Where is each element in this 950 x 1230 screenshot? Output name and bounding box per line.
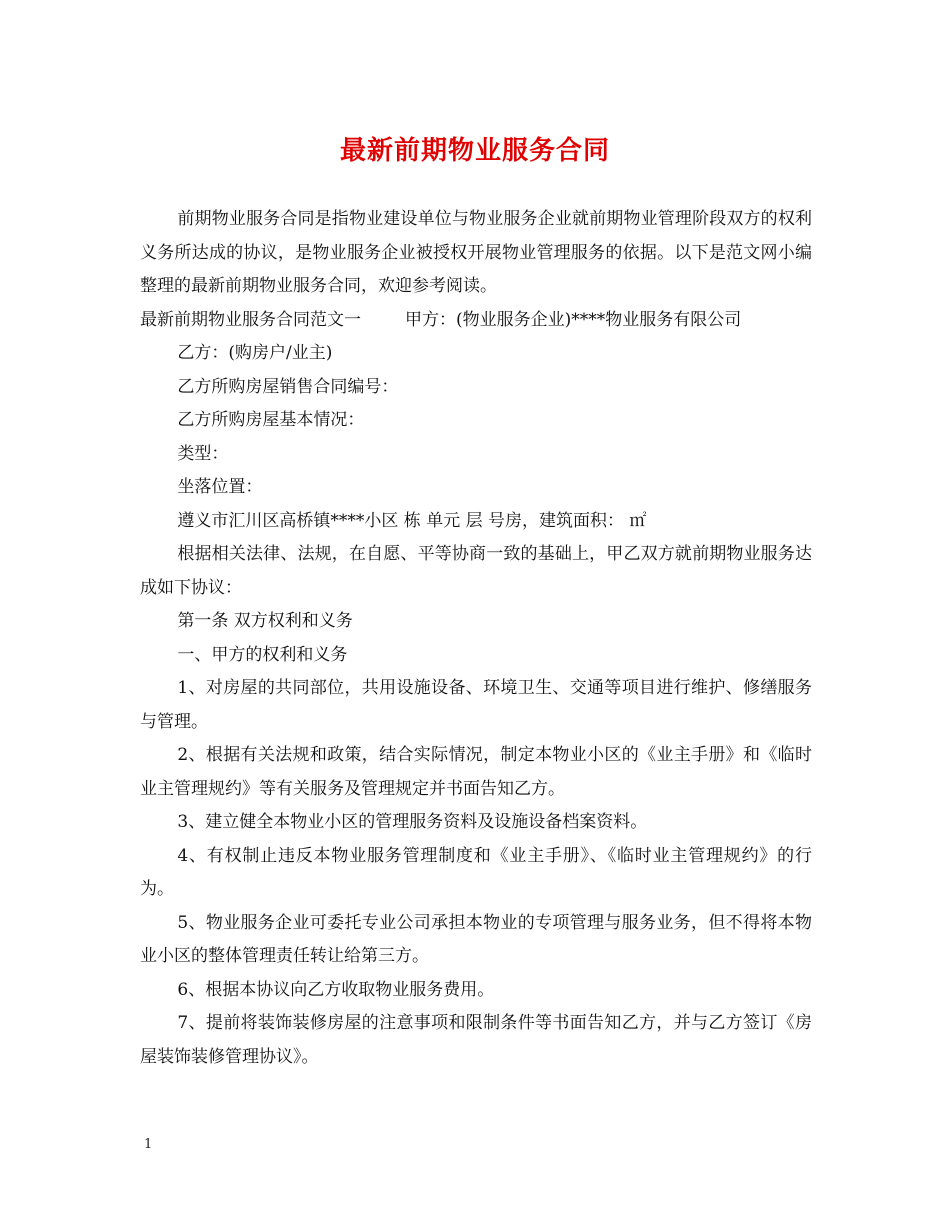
list-item: 6、根据本协议向乙方收取物业服务费用。 xyxy=(177,979,495,1000)
intro-paragraph: 前期物业服务合同是指物业建设单位与物业服务企业就前期物业管理阶段双方的权利义务所达成的协议，是物业服务企业被授权开展物业管理服务的依据。以下是范文网小编整理的最新前期物业服务合同，欢迎参考阅读。 xyxy=(140,209,812,296)
section-heading: 一、甲方的权利和义务 xyxy=(177,644,348,665)
basis-paragraph: 根据相关法律、法规，在自愿、平等协商一致的基础上，甲乙双方就前期物业服务达成如下协议： xyxy=(140,544,812,598)
list-item: 1、对房屋的共同部位，共用设施设备、环境卫生、交通等项目进行维护、修缮服务与管理。 xyxy=(140,678,812,732)
sample-heading: 最新前期物业服务合同范文一 xyxy=(140,309,361,330)
article-heading: 第一条 双方权利和义务 xyxy=(177,611,353,631)
location-label: 坐落位置： xyxy=(177,477,263,497)
list-item: 2、根据有关法规和政策，结合实际情况，制定本物业小区的《业主手册》和《临时业主管理规约》等有关服务及管理规定并书面告知乙方。 xyxy=(140,745,812,799)
house-basic-label: 乙方所购房屋基本情况： xyxy=(177,410,365,430)
address-line: 遵义市汇川区高桥镇****小区 栋 单元 层 号房，建筑面积： ㎡ xyxy=(177,510,647,531)
list-item: 4、有权制止违反本物业服务管理制度和《业主手册》、《临时业主管理规约》的行为。 xyxy=(140,845,812,899)
party-b: 乙方：(购房户/业主) xyxy=(177,343,333,363)
contract-number-label: 乙方所购房屋销售合同编号： xyxy=(177,376,399,397)
document-title: 最新前期物业服务合同 xyxy=(339,136,610,166)
list-item: 7、提前将装饰装修房屋的注意事项和限制条件等书面告知乙方，并与乙方签订《房屋装饰装修管理协议》。 xyxy=(140,1013,812,1067)
type-label: 类型： xyxy=(177,443,229,464)
sample-heading-line xyxy=(140,304,812,338)
page-number: 1 xyxy=(144,1137,153,1152)
list-item: 5、物业服务企业可委托专业公司承担本物业的专项管理与服务业务，但不得将本物业小区的整体管理责任转让给第三方。 xyxy=(140,912,812,966)
party-a: 甲方：(物业服务企业)****物业服务有限公司 xyxy=(405,309,742,330)
list-item: 3、建立健全本物业小区的管理服务资料及设施设备档案资料。 xyxy=(177,812,648,832)
document-body xyxy=(140,203,812,1074)
